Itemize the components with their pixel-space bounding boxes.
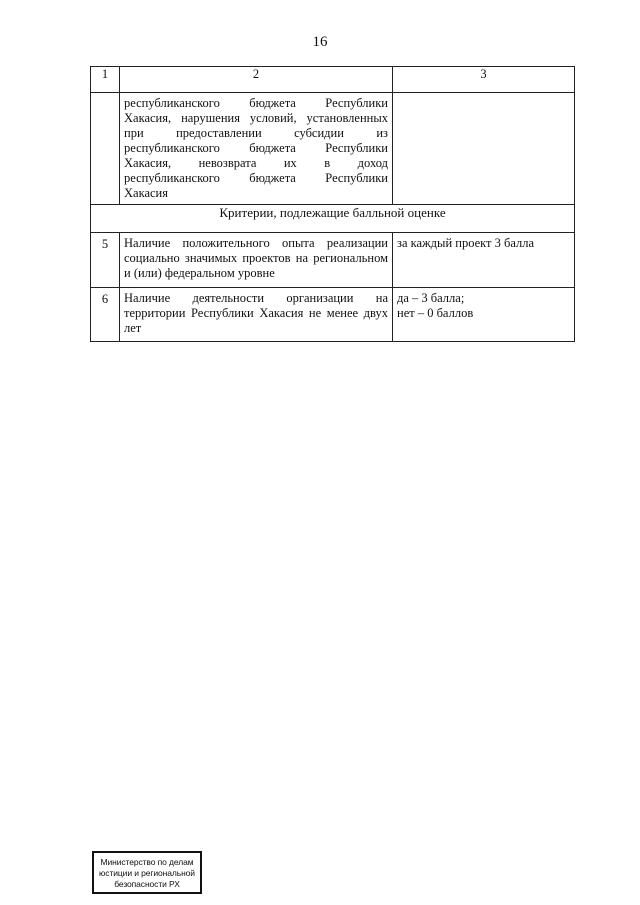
section-heading-row	[91, 205, 575, 233]
criterion-line: при предоставлении субсидии из	[124, 126, 388, 140]
row-number-cell	[91, 93, 120, 205]
score-text	[393, 288, 575, 342]
criterion-line: Хакасия, невозврата их в доход	[124, 156, 388, 170]
section-title: Критерии, подлежащие балльной оценке	[91, 205, 575, 233]
criterion-text: Наличие деятельности организации на территории Республики Хакасия не менее двух лет	[120, 288, 393, 342]
row-number: 6	[91, 288, 120, 342]
criterion-line: Хакасия, нарушения условий, установленных	[124, 111, 388, 125]
criteria-table	[90, 66, 575, 342]
criterion-cell	[120, 93, 393, 205]
header-col-1: 1	[91, 67, 120, 93]
score-line: да – 3 балла;	[397, 291, 465, 305]
table-row	[91, 233, 575, 288]
criterion-text: Наличие положительного опыта реализации социально значимых проектов на региональном и (или) федеральном уровне	[120, 233, 393, 288]
table-row	[91, 288, 575, 342]
table-row-continuation	[91, 93, 575, 205]
score-line: нет – 0 баллов	[397, 306, 474, 320]
criterion-line: Хакасия	[124, 186, 168, 200]
ministry-stamp	[92, 851, 202, 894]
stamp-line: безопасности РХ	[114, 879, 180, 889]
criterion-line: республиканского бюджета Республики	[124, 141, 388, 155]
score-cell	[393, 93, 575, 205]
stamp-line: юстиции и региональной	[99, 868, 195, 878]
criterion-line: республиканского бюджета Республики	[124, 96, 388, 110]
header-col-2: 2	[120, 67, 393, 93]
score-line: за каждый проект 3 балла	[397, 236, 535, 250]
header-col-3: 3	[393, 67, 575, 93]
stamp-line: Министерство по делам	[100, 857, 194, 867]
page-number: 16	[312, 34, 328, 50]
table-header-row	[91, 67, 575, 93]
criterion-line: республиканского бюджета Республики	[124, 171, 388, 185]
score-text	[393, 233, 575, 288]
row-number: 5	[91, 233, 120, 288]
